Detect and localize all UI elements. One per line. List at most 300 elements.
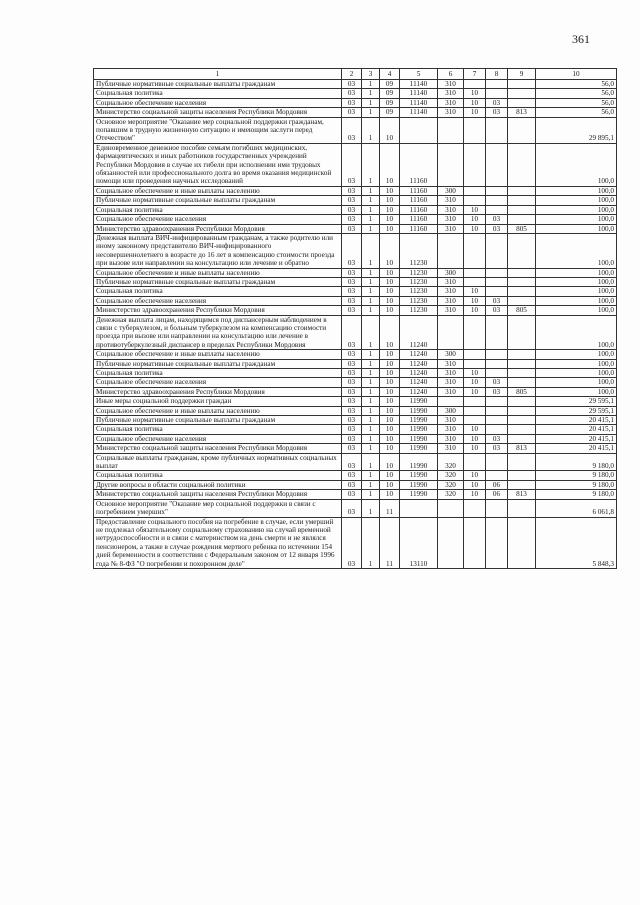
code-cell [508,215,536,224]
amount-cell: 20 415,1 [536,416,617,425]
row-name-cell: Министерство социальной защиты населения Республики Мордовия [94,444,342,453]
code-cell: 03 [342,117,362,143]
row-name-cell: Социальное обеспечение населения [94,378,342,387]
column-header: 9 [508,69,536,80]
code-cell [438,143,464,186]
code-cell [464,268,486,277]
code-cell: 813 [508,444,536,453]
amount-cell: 9 180,0 [536,480,617,489]
amount-cell: 29 595,1 [536,406,617,415]
code-cell [508,98,536,107]
code-cell: 10 [380,233,400,268]
table-row [94,296,617,305]
code-cell: 1 [362,205,380,214]
amount-cell: 56,0 [536,80,617,89]
table-row [94,277,617,286]
code-cell: 310 [438,359,464,368]
code-cell: 11140 [400,98,438,107]
code-cell: 11990 [400,416,438,425]
table-row [94,315,617,350]
code-cell: 10 [380,453,400,471]
row-name-cell: Публичные нормативные социальные выплаты гражданам [94,277,342,286]
code-cell: 11990 [400,397,438,406]
code-cell [464,499,486,517]
code-cell [508,359,536,368]
code-cell: 03 [342,287,362,296]
row-name-cell: Денежная выплата лицам, находящимся под диспансерным наблюдением в связи с туберкулезом, и больным туберкулезом на компенсацию стоимости проезда при вызове или направлении на консультацию или лечение в противотуберкулезный диспансер в пределах Республики Мордовия [94,315,342,350]
amount-cell: 100,0 [536,196,617,205]
code-cell: 03 [342,224,362,233]
amount-cell: 100,0 [536,287,617,296]
amount-cell: 100,0 [536,359,617,368]
code-cell [486,186,508,195]
code-cell: 1 [362,359,380,368]
code-cell [464,233,486,268]
code-cell: 1 [362,480,380,489]
table-row [94,205,617,214]
code-cell [486,268,508,277]
code-cell [508,453,536,471]
code-cell: 1 [362,224,380,233]
code-cell: 1 [362,397,380,406]
column-header: 7 [464,69,486,80]
row-name-cell: Социальная политика [94,205,342,214]
code-cell: 03 [342,108,362,117]
amount-cell: 6 061,8 [536,499,617,517]
amount-cell: 100,0 [536,306,617,315]
code-cell: 10 [464,480,486,489]
code-cell [464,80,486,89]
code-cell [508,378,536,387]
code-cell [486,89,508,98]
column-header: 4 [380,69,400,80]
code-cell [508,397,536,406]
code-cell [508,350,536,359]
code-cell [486,287,508,296]
code-cell: 10 [380,359,400,368]
code-cell: 310 [438,306,464,315]
table-row [94,416,617,425]
code-cell: 03 [342,453,362,471]
code-cell: 310 [438,108,464,117]
column-header: 5 [400,69,438,80]
amount-cell: 100,0 [536,233,617,268]
code-cell: 310 [438,434,464,443]
code-cell: 03 [342,143,362,186]
code-cell: 1 [362,196,380,205]
code-cell: 03 [342,406,362,415]
code-cell: 10 [464,444,486,453]
code-cell: 10 [380,186,400,195]
code-cell: 11160 [400,224,438,233]
code-cell: 03 [342,416,362,425]
code-cell: 03 [486,215,508,224]
code-cell [508,406,536,415]
column-header: 1 [94,69,342,80]
code-cell: 10 [464,306,486,315]
amount-cell: 20 415,1 [536,434,617,443]
code-cell [486,117,508,143]
row-name-cell: Социальные выплаты гражданам, кроме публичных нормативных социальных выплат [94,453,342,471]
code-cell: 11 [380,499,400,517]
code-cell: 11990 [400,425,438,434]
code-cell: 10 [464,108,486,117]
amount-cell: 100,0 [536,215,617,224]
code-cell: 10 [380,205,400,214]
code-cell [486,416,508,425]
row-name-cell: Социальное обеспечение и иные выплаты населению [94,268,342,277]
code-cell: 310 [438,387,464,396]
code-cell: 1 [362,406,380,415]
amount-cell: 100,0 [536,315,617,350]
code-cell: 03 [342,444,362,453]
code-cell: 1 [362,306,380,315]
code-cell: 09 [380,89,400,98]
code-cell: 300 [438,406,464,415]
code-cell: 03 [342,315,362,350]
code-cell: 320 [438,471,464,480]
code-cell: 03 [342,490,362,499]
code-cell: 10 [464,89,486,98]
code-cell: 11240 [400,387,438,396]
code-cell: 1 [362,378,380,387]
code-cell [486,499,508,517]
code-cell [464,117,486,143]
table-row [94,425,617,434]
code-cell: 03 [342,434,362,443]
code-cell: 11990 [400,444,438,453]
table-row [94,117,617,143]
row-name-cell: Министерство здравоохранения Республики Мордовия [94,224,342,233]
amount-cell: 9 180,0 [536,471,617,480]
amount-cell: 5 848,3 [536,517,617,568]
row-name-cell: Социальная политика [94,425,342,434]
code-cell: 10 [464,98,486,107]
column-header: 3 [362,69,380,80]
code-cell: 1 [362,315,380,350]
code-cell: 03 [342,277,362,286]
table-row [94,89,617,98]
code-cell: 10 [380,444,400,453]
code-cell: 11230 [400,233,438,268]
code-cell: 1 [362,499,380,517]
code-cell: 10 [464,224,486,233]
code-cell: 03 [486,434,508,443]
row-name-cell: Единовременное денежное пособие семьям погибших медицинских, фармацевтических и иных работников государственных учреждений Республики Мордовия в случае их гибели при исполнении ими трудовых обязанностей или профессионального долга во время оказания медицинской помощи или проведения научных исследований [94,143,342,186]
amount-cell: 100,0 [536,277,617,286]
code-cell: 300 [438,350,464,359]
code-cell [486,453,508,471]
column-header: 8 [486,69,508,80]
table-row [94,215,617,224]
amount-cell: 100,0 [536,143,617,186]
code-cell: 1 [362,186,380,195]
amount-cell: 20 415,1 [536,425,617,434]
table-row [94,80,617,89]
table-row [94,453,617,471]
row-name-cell: Социальное обеспечение и иные выплаты населению [94,186,342,195]
code-cell: 09 [380,98,400,107]
code-cell: 310 [438,224,464,233]
code-cell: 03 [342,350,362,359]
code-cell: 11990 [400,406,438,415]
code-cell: 1 [362,416,380,425]
code-cell: 10 [380,480,400,489]
code-cell: 10 [380,406,400,415]
table-row [94,406,617,415]
table-row [94,434,617,443]
code-cell [486,350,508,359]
code-cell: 1 [362,98,380,107]
code-cell: 10 [464,387,486,396]
amount-cell: 56,0 [536,89,617,98]
code-cell: 10 [380,306,400,315]
row-name-cell: Социальная политика [94,89,342,98]
code-cell: 1 [362,117,380,143]
table-row [94,287,617,296]
code-cell: 310 [438,416,464,425]
code-cell: 310 [438,196,464,205]
code-cell [486,196,508,205]
code-cell [508,434,536,443]
code-cell: 09 [380,80,400,89]
code-cell: 10 [380,369,400,378]
code-cell [486,425,508,434]
code-cell: 11230 [400,296,438,305]
code-cell [486,277,508,286]
code-cell [464,453,486,471]
table-row [94,98,617,107]
code-cell [486,315,508,350]
code-cell: 03 [486,378,508,387]
code-cell [508,89,536,98]
code-cell [508,268,536,277]
row-name-cell: Социальная политика [94,471,342,480]
code-cell: 1 [362,287,380,296]
code-cell: 310 [438,215,464,224]
code-cell: 11160 [400,186,438,195]
row-name-cell: Публичные нормативные социальные выплаты гражданам [94,359,342,368]
table-row [94,499,617,517]
table-row [94,444,617,453]
code-cell: 310 [438,369,464,378]
code-cell: 03 [486,387,508,396]
code-cell: 1 [362,453,380,471]
code-cell [508,287,536,296]
code-cell: 09 [380,108,400,117]
code-cell [508,117,536,143]
code-cell: 10 [380,196,400,205]
amount-cell: 100,0 [536,387,617,396]
code-cell: 1 [362,268,380,277]
table-row [94,196,617,205]
amount-cell: 100,0 [536,224,617,233]
code-cell [464,186,486,195]
code-cell [464,350,486,359]
code-cell [464,517,486,568]
code-cell [508,205,536,214]
code-cell: 310 [438,425,464,434]
code-cell: 1 [362,80,380,89]
table-row [94,306,617,315]
code-cell: 310 [438,205,464,214]
code-cell: 03 [342,425,362,434]
code-cell [508,277,536,286]
code-cell [486,205,508,214]
code-cell [508,425,536,434]
row-name-cell: Министерство социальной защиты населения Республики Мордовия [94,490,342,499]
code-cell: 03 [342,471,362,480]
code-cell [486,397,508,406]
code-cell: 11990 [400,480,438,489]
code-cell: 10 [380,117,400,143]
amount-cell: 56,0 [536,108,617,117]
budget-table [93,68,617,569]
row-name-cell: Основное мероприятие "Оказание мер социальной поддержки гражданам, попавшим в трудную жизненную ситуацию и имеющим заслуги перед Отечеством" [94,117,342,143]
code-cell: 10 [380,277,400,286]
table-row [94,490,617,499]
page-number: 361 [572,32,590,46]
code-cell: 03 [342,205,362,214]
code-cell: 10 [380,287,400,296]
code-cell: 03 [342,296,362,305]
code-cell: 10 [464,425,486,434]
code-cell [508,186,536,195]
code-cell [464,397,486,406]
code-cell: 1 [362,350,380,359]
code-cell: 310 [438,378,464,387]
row-name-cell: Социальное обеспечение и иные выплаты населению [94,406,342,415]
code-cell: 10 [380,397,400,406]
table-row [94,359,617,368]
amount-cell: 100,0 [536,296,617,305]
table-body [94,80,617,569]
table-row [94,143,617,186]
code-cell: 1 [362,89,380,98]
row-name-cell: Основное мероприятие "Оказание мер социальной поддержки в связи с погребением умерших" [94,499,342,517]
code-cell: 1 [362,108,380,117]
code-cell: 11990 [400,434,438,443]
row-name-cell: Министерство социальной защиты населения Республики Мордовия [94,108,342,117]
code-cell: 10 [380,378,400,387]
code-cell: 03 [342,306,362,315]
code-cell: 1 [362,425,380,434]
code-cell: 10 [380,434,400,443]
code-cell: 03 [342,387,362,396]
code-cell [438,397,464,406]
code-cell: 10 [380,425,400,434]
code-cell: 03 [342,186,362,195]
code-cell: 10 [380,224,400,233]
code-cell [438,117,464,143]
code-cell: 11160 [400,205,438,214]
row-name-cell: Социальное обеспечение населения [94,296,342,305]
code-cell: 310 [438,296,464,305]
code-cell: 03 [342,369,362,378]
code-cell: 1 [362,233,380,268]
code-cell [508,480,536,489]
table-row [94,397,617,406]
code-cell: 300 [438,268,464,277]
code-cell: 805 [508,306,536,315]
code-cell: 1 [362,490,380,499]
amount-cell: 100,0 [536,186,617,195]
code-cell: 320 [438,490,464,499]
code-cell: 10 [464,471,486,480]
table-row [94,233,617,268]
row-name-cell: Социальное обеспечение и иные выплаты населению [94,350,342,359]
table-row [94,378,617,387]
code-cell: 03 [486,306,508,315]
code-cell: 10 [380,215,400,224]
table-row [94,480,617,489]
code-cell: 03 [486,444,508,453]
code-cell [508,517,536,568]
row-name-cell: Предоставление социального пособия на погребение в случае, если умерший не подлежал обязательному социальному страхованию на случай временной нетрудоспособности и в связи с материнством на день смерти и не являлся пенсионером, а также в случае рождения мертвого ребенка по истечении 154 дней беременности в соответствии с Федеральным законом от 12 января 1996 года № 8-ФЗ "О погребении и похоронном деле" [94,517,342,568]
code-cell: 10 [464,434,486,443]
code-cell [508,471,536,480]
code-cell [508,233,536,268]
code-cell: 11240 [400,369,438,378]
table-row [94,350,617,359]
code-cell [486,80,508,89]
code-cell [464,196,486,205]
code-cell: 03 [342,98,362,107]
code-cell [464,406,486,415]
code-cell: 11160 [400,143,438,186]
amount-cell: 56,0 [536,98,617,107]
code-cell: 03 [342,499,362,517]
code-cell: 11160 [400,196,438,205]
code-cell: 11990 [400,471,438,480]
code-cell [508,499,536,517]
amount-cell: 100,0 [536,350,617,359]
code-cell: 1 [362,471,380,480]
amount-cell: 100,0 [536,378,617,387]
code-cell: 10 [380,315,400,350]
code-cell: 10 [464,378,486,387]
code-cell: 320 [438,453,464,471]
code-cell [438,233,464,268]
code-cell: 10 [464,490,486,499]
code-cell: 1 [362,143,380,186]
code-cell: 11140 [400,89,438,98]
code-cell: 03 [342,196,362,205]
amount-cell: 9 180,0 [536,453,617,471]
table-row [94,387,617,396]
code-cell: 11240 [400,359,438,368]
code-cell: 03 [486,108,508,117]
table-row [94,268,617,277]
code-cell: 03 [486,296,508,305]
code-cell [508,143,536,186]
code-cell [400,499,438,517]
code-cell: 310 [438,444,464,453]
row-name-cell: Публичные нормативные социальные выплаты гражданам [94,80,342,89]
code-cell: 10 [464,287,486,296]
amount-cell: 9 180,0 [536,490,617,499]
code-cell: 10 [380,350,400,359]
row-name-cell: Другие вопросы в области социальной политики [94,480,342,489]
code-cell: 11140 [400,108,438,117]
code-cell: 03 [342,378,362,387]
code-cell: 11240 [400,350,438,359]
code-cell: 1 [362,277,380,286]
code-cell: 03 [342,397,362,406]
code-cell: 805 [508,224,536,233]
code-cell [508,196,536,205]
column-header: 6 [438,69,464,80]
